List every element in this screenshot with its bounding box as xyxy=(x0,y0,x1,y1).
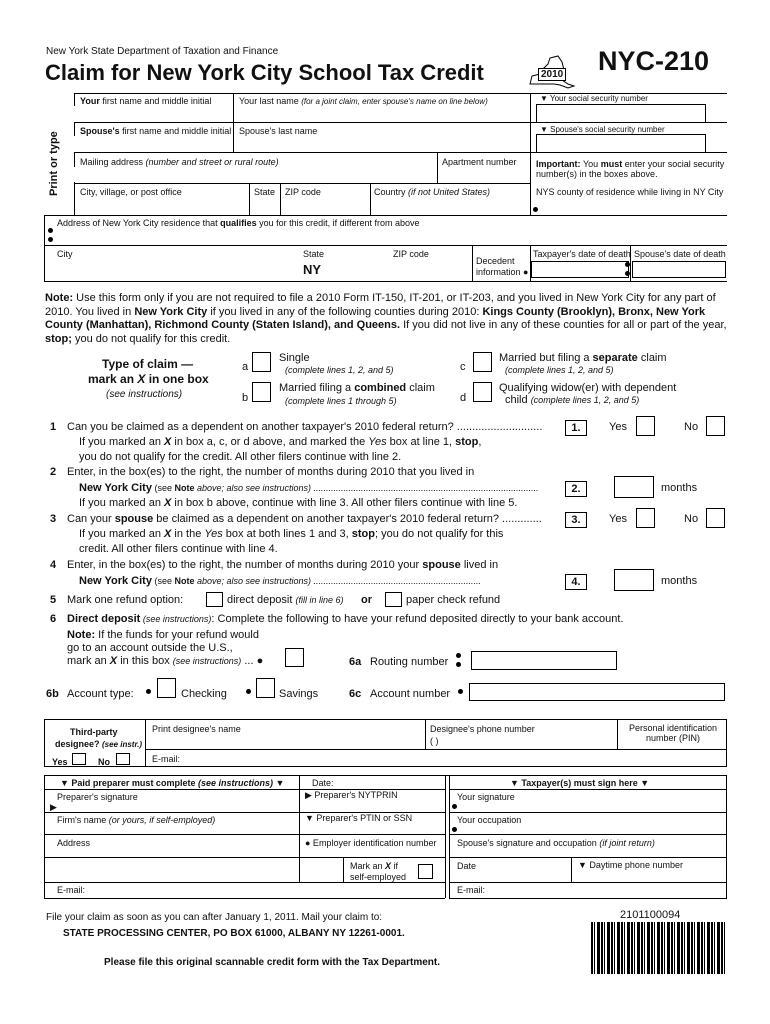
mailing-address-label: Mailing address (number and street or rural route) xyxy=(80,157,279,167)
print-or-type-label: Print or type xyxy=(48,131,60,196)
claim-separate-sub: (complete lines 1, 2, and 5) xyxy=(505,365,614,375)
preparer-ein-label: ● Employer identification number xyxy=(305,838,437,848)
claim-combined-checkbox[interactable] xyxy=(252,382,271,402)
line-3-no-label: No xyxy=(684,513,699,525)
bullet-icon xyxy=(48,237,53,242)
line-1-number: 1 xyxy=(50,421,57,433)
savings-checkbox[interactable] xyxy=(256,678,275,698)
bullet-icon xyxy=(456,662,461,667)
designee-title-1: Third-party xyxy=(70,727,118,737)
account-type-label: Account type: xyxy=(67,688,134,700)
mailing-address-text: STATE PROCESSING CENTER, PO BOX 61000, ALBANY NY 12261-0001. xyxy=(63,928,405,939)
spouse-death-label: Spouse's date of death xyxy=(634,249,726,259)
designee-pin-label: Personal identification number (PIN) xyxy=(628,723,718,743)
department-name: New York State Department of Taxation and Finance xyxy=(46,46,279,57)
account-number-label: Account number xyxy=(370,688,451,700)
claim-widow-sub: child (complete lines 1, 2, and 5) xyxy=(505,394,640,406)
savings-label: Savings xyxy=(279,688,319,700)
line-4-months-input[interactable] xyxy=(614,569,654,591)
bullet-icon xyxy=(48,228,53,233)
line-2-months-input[interactable] xyxy=(614,476,654,498)
preparer-signature-label: Preparer's signature xyxy=(57,792,138,802)
claim-type-instruction: mark an X in one box xyxy=(88,372,209,386)
routing-number-input[interactable] xyxy=(471,651,617,670)
bullet-icon xyxy=(625,271,630,276)
ssn-label: ▼ Your social security number xyxy=(540,94,648,103)
line-6-number: 6 xyxy=(50,613,57,625)
line-1-yes-label: Yes xyxy=(609,421,627,433)
line-1-box-label: 1. xyxy=(565,420,587,436)
direct-deposit-checkbox[interactable] xyxy=(206,592,223,607)
claim-d-letter: d xyxy=(460,392,467,404)
self-employed-label: Mark an X if self-employed xyxy=(350,861,407,882)
line-1-instruction-1: If you marked an X in box a, c, or d above, and marked the Yes box at line 1, stop, xyxy=(79,436,482,448)
city-label: City xyxy=(57,249,73,259)
line-1-no-label: No xyxy=(684,421,699,433)
preparer-email-label: E-mail: xyxy=(57,885,86,895)
firm-name-label: Firm's name (or yours, if self-employed) xyxy=(57,815,216,825)
designee-phone-paren: ( ) xyxy=(430,736,439,746)
claim-b-letter: b xyxy=(242,392,249,404)
line-6-note-1: Note: If the funds for your refund would xyxy=(67,629,259,641)
decedent-information-label: Decedent information ● xyxy=(476,256,529,277)
paid-preparer-header: ▼ Paid preparer must complete (see instructions) ▼ xyxy=(60,778,285,788)
line-2-box-label: 2. xyxy=(565,481,587,497)
form-number: NYC-210 xyxy=(598,46,710,76)
barcode xyxy=(591,922,725,974)
designee-no-checkbox[interactable] xyxy=(116,753,130,765)
line-6-note-2: go to an account outside the U.S., xyxy=(67,642,233,654)
preparer-date-label: Date: xyxy=(312,778,334,788)
designee-no-label: No xyxy=(98,757,110,767)
taxpayer-date-label: Date xyxy=(457,861,477,871)
taxpayer-sign-header: ▼ Taxpayer(s) must sign here ▼ xyxy=(510,778,650,788)
form-year: 2010 xyxy=(538,68,566,81)
claim-a-letter: a xyxy=(242,361,249,373)
spouse-first-name-label: Spouse's first name and middle initial xyxy=(80,126,232,136)
claim-combined-title: Married filing a combined claim xyxy=(279,382,435,394)
claim-type-heading: Type of claim — xyxy=(102,357,194,371)
bullet-icon xyxy=(458,689,463,694)
preparer-address-label: Address xyxy=(57,838,91,848)
barcode-number: 2101100094 xyxy=(620,909,681,921)
line-3-number: 3 xyxy=(50,513,57,525)
last-name-label: Your last name (for a joint claim, enter spouse's name on line below) xyxy=(239,96,488,106)
nys-county-label: NYS county of residence while living in NY City xyxy=(536,187,724,197)
taxpayer-death-label: Taxpayer's date of death xyxy=(533,249,631,259)
line-5-number: 5 xyxy=(50,594,57,606)
form-title: Claim for New York City School Tax Credit xyxy=(45,60,484,85)
or-label: or xyxy=(361,594,372,606)
claim-single-checkbox[interactable] xyxy=(252,352,271,372)
your-signature-label: Your signature xyxy=(457,792,515,802)
designee-title-2: designee? (see instr.) xyxy=(55,739,143,749)
line-4-nyc: New York City (see Note above; also see instructions) ................................................................... xyxy=(79,575,482,587)
claim-type-see-instructions: (see instructions) xyxy=(106,389,183,400)
ssn-input[interactable] xyxy=(536,104,706,123)
line-6c-number: 6c xyxy=(349,688,362,700)
first-name-label: Your first name and middle initial xyxy=(80,96,212,106)
claim-widow-title: Qualifying widow(er) with dependent xyxy=(499,382,677,394)
taxpayer-date-of-death-input[interactable] xyxy=(531,261,629,278)
bullet-icon xyxy=(452,827,457,832)
line-3-no-checkbox[interactable] xyxy=(706,508,725,528)
line-6-text: Direct deposit (see instructions): Complete the following to have your refund deposited directly to your bank account. xyxy=(67,613,624,625)
line-2-instruction: If you marked an X in box b above, continue with line 3. All other filers continue with line 5. xyxy=(79,497,518,509)
claim-separate-checkbox[interactable] xyxy=(473,352,492,372)
designee-email-label: E-mail: xyxy=(152,754,181,764)
line-2-months-label: months xyxy=(661,482,698,494)
line-5-text: Mark one refund option: xyxy=(67,594,184,606)
spouse-date-of-death-input[interactable] xyxy=(632,261,726,278)
bullet-icon xyxy=(452,804,457,809)
line-1-yes-checkbox[interactable] xyxy=(636,416,655,436)
paper-check-checkbox[interactable] xyxy=(385,592,402,607)
file-claim-text: File your claim as soon as you can after January 1, 2011. Mail your claim to: xyxy=(46,912,383,923)
line-4-box-label: 4. xyxy=(565,574,587,590)
bullet-icon xyxy=(533,207,538,212)
checking-label: Checking xyxy=(181,688,227,700)
state-value: NY xyxy=(303,262,322,277)
zip-label: ZIP code xyxy=(285,187,321,197)
line-6a-number: 6a xyxy=(349,656,362,668)
daytime-phone-label: ▼ Daytime phone number xyxy=(578,860,683,870)
spouse-ssn-label: ▼ Spouse's social security number xyxy=(540,125,665,134)
account-number-input[interactable] xyxy=(469,683,725,701)
direct-deposit-label: direct deposit (fill in line 6) xyxy=(227,594,344,606)
line-3-instruction-1: If you marked an X in the Yes box at both lines 1 and 3, stop; you do not qualify for this xyxy=(79,528,504,540)
last-name-field[interactable] xyxy=(234,106,530,122)
checking-checkbox[interactable] xyxy=(157,678,176,698)
line-4-months-label: months xyxy=(661,575,698,587)
bullet-icon xyxy=(456,653,461,658)
line-1-no-checkbox[interactable] xyxy=(706,416,725,436)
line-3-yes-label: Yes xyxy=(609,513,627,525)
line-2-text: Enter, in the box(es) to the right, the number of months during 2010 that you lived in xyxy=(67,466,475,478)
line-6-note-3: mark an X in this box (see instructions) ... ● xyxy=(67,655,264,667)
claim-single-title: Single xyxy=(279,352,310,364)
bullet-icon xyxy=(146,689,151,694)
spouse-last-name-label: Spouse's last name xyxy=(239,126,318,136)
mailing-address-field[interactable] xyxy=(74,167,436,182)
spouse-signature-label: Spouse's signature and occupation (if joint return) xyxy=(457,838,655,848)
designee-name-label: Print designee's name xyxy=(152,724,241,734)
claim-separate-title: Married but filing a separate claim xyxy=(499,352,667,364)
line-4-number: 4 xyxy=(50,559,57,571)
routing-number-label: Routing number xyxy=(370,656,449,668)
paper-check-label: paper check refund xyxy=(406,594,501,606)
taxpayer-email-label: E-mail: xyxy=(457,885,486,895)
line-1-instruction-2: you do not qualify for the credit. All other filers continue with line 2. xyxy=(79,451,402,463)
state-label: State xyxy=(254,187,276,197)
apartment-number-label: Apartment number xyxy=(442,157,517,167)
line-3-question: Can your spouse be claimed as a dependent on another taxpayer's 2010 federal return? ............. xyxy=(67,513,542,525)
preparer-ptin-label: ▼ Preparer's PTIN or SSN xyxy=(305,813,413,823)
nyc-address-label: Address of New York City residence that qualifies you for this credit, if different from above xyxy=(57,218,420,228)
claim-c-letter: c xyxy=(460,361,466,373)
your-occupation-label: Your occupation xyxy=(457,815,522,825)
bullet-icon xyxy=(625,262,630,267)
important-ssn-note: Important: You must enter your social security number(s) in the boxes above. xyxy=(536,159,725,179)
preparer-nytprin-label: ▶ Preparer's NYTPRIN xyxy=(305,790,398,800)
designee-phone-label: Designee's phone number xyxy=(430,724,535,734)
please-file-text: Please file this original scannable credit form with the Tax Department. xyxy=(104,957,441,968)
line-3-instruction-2: credit. All other filers continue with line 4. xyxy=(79,543,278,555)
line-6b-number: 6b xyxy=(46,688,59,700)
spouse-ssn-input[interactable] xyxy=(536,134,706,153)
claim-combined-sub: (complete lines 1 through 5) xyxy=(285,396,397,406)
zip-label-2: ZIP code xyxy=(393,249,429,259)
line-2-nyc: New York City (see Note above; also see instructions) .......................................................................................... xyxy=(79,482,539,494)
first-name-field[interactable] xyxy=(74,106,233,122)
self-employed-checkbox[interactable] xyxy=(418,864,433,879)
designee-yes-checkbox[interactable] xyxy=(72,753,86,765)
claim-single-sub: (complete lines 1, 2, and 5) xyxy=(285,365,394,375)
country-label: Country (if not United States) xyxy=(374,187,491,197)
line-1-question: Can you be claimed as a dependent on another taxpayer's 2010 federal return? ............................ xyxy=(67,421,543,433)
bullet-icon xyxy=(246,689,251,694)
eligibility-note: Note: Use this form only if you are not required to file a 2010 Form IT-150, IT-201, or IT-203, and you lived in New York City for any part of 2010. You lived in New York City if you lived in any of the following counties during 2010: Kings County (Brooklyn), Bronx, New York County (Manhattan), Richmond County (Staten Island), and Queens. If you did not live in any of these counties for all or part of the year, stop; you do not qualify for this credit. xyxy=(45,292,727,345)
spouse-last-name-field[interactable] xyxy=(234,136,530,152)
line-3-yes-checkbox[interactable] xyxy=(636,508,655,528)
line-3-box-label: 3. xyxy=(565,512,587,528)
spouse-first-name-field[interactable] xyxy=(74,136,233,152)
city-village-label: City, village, or post office xyxy=(80,187,182,197)
foreign-account-checkbox[interactable] xyxy=(285,648,304,667)
line-2-number: 2 xyxy=(50,466,57,478)
line-4-text: Enter, in the box(es) to the right, the number of months during 2010 your spouse lived in xyxy=(67,559,499,571)
state-label-2: State xyxy=(303,249,325,259)
arrow-right-icon: ▶ xyxy=(50,802,57,812)
designee-yes-label: Yes xyxy=(52,757,68,767)
claim-widow-checkbox[interactable] xyxy=(473,382,492,402)
